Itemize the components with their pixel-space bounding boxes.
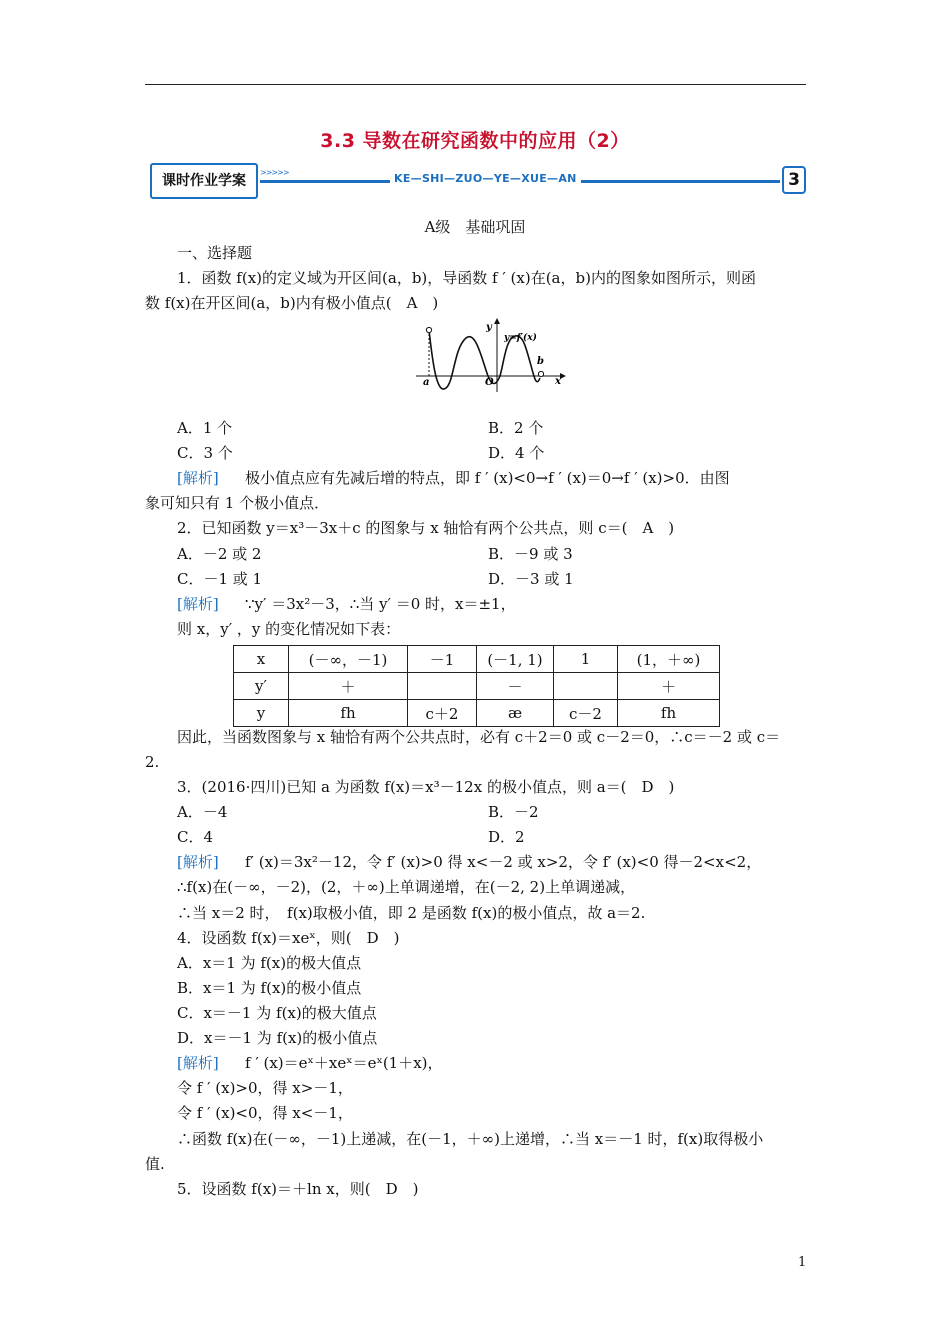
q3-solution-line2: ∴f(x)在(－∞，－2)，(2，＋∞)上单调递增，在(－2, 2)上单调递减， bbox=[177, 878, 636, 896]
q1-solution-line2: 象可知只有 1 个极小值点． bbox=[145, 494, 330, 512]
table-cell: fh bbox=[289, 700, 408, 727]
q4-solution-line4: ∴函数 f(x)在(－∞，－1)上递减，在(－1，＋∞)上递增，∴当 x＝－1 时，f(x)取得极小 bbox=[177, 1130, 764, 1148]
banner-arrows: >>>>> bbox=[260, 168, 289, 177]
q1-option-a: A．1 个 bbox=[177, 419, 233, 437]
q4-text-line1: 4．设函数 f(x)＝xeˣ，则( D ) bbox=[177, 929, 400, 947]
table-row bbox=[234, 646, 720, 673]
table-cell bbox=[554, 673, 618, 700]
table-cell: 1 bbox=[554, 646, 618, 673]
graph-label-origin: O bbox=[485, 377, 494, 388]
q1-derivative-graph bbox=[412, 316, 572, 396]
q1-text-line2: 数 f(x)在开区间(a，b)内有极小值点( A ) bbox=[145, 294, 439, 312]
page-number: 1 bbox=[798, 1255, 807, 1270]
table-cell: c－2 bbox=[554, 700, 618, 727]
header-rule bbox=[145, 84, 806, 85]
q4-option-b: B．x＝1 为 f(x)的极小值点 bbox=[177, 979, 362, 997]
q4-solution-line3: 令 f ′ (x)<0，得 x<－1， bbox=[177, 1104, 353, 1122]
q2-option-d: D．－3 或 1 bbox=[488, 570, 574, 588]
banner-number: 3 bbox=[782, 166, 806, 194]
graph-label-x: x bbox=[555, 376, 561, 387]
table-cell: fh bbox=[618, 700, 720, 727]
q2-solution-line3: 因此，当函数图象与 x 轴恰有两个公共点时，必有 c＋2＝0 或 c－2＝0，∴c＝－2 或 c＝ bbox=[177, 728, 781, 746]
banner-badge: 课时作业学案 bbox=[150, 163, 258, 199]
table-cell: x bbox=[234, 646, 289, 673]
table-cell bbox=[408, 673, 477, 700]
table-cell: æ bbox=[477, 700, 554, 727]
table-cell: － bbox=[477, 673, 554, 700]
q1-solution-tag: [解析] bbox=[177, 469, 219, 487]
q2-option-c: C．－1 或 1 bbox=[177, 570, 263, 588]
q2-solution-line1: ∵y′ ＝3x²－3，∴当 y′ ＝0 时，x＝±1， bbox=[245, 595, 516, 613]
table-cell: y bbox=[234, 700, 289, 727]
q2-option-b: B．－9 或 3 bbox=[488, 545, 573, 563]
q3-text-line1: 3．(2016·四川)已知 a 为函数 f(x)＝x³－12x 的极小值点，则 a＝( D ) bbox=[177, 778, 675, 796]
q5-text-line1: 5．设函数 f(x)＝＋ln x，则( D ) bbox=[177, 1180, 419, 1198]
table-row bbox=[234, 700, 720, 727]
q1-option-d: D．4 个 bbox=[488, 444, 545, 462]
table-cell: (－∞，－1) bbox=[289, 646, 408, 673]
q2-solution-line4: 2. bbox=[145, 753, 160, 771]
level-heading: A级 基础巩固 bbox=[424, 218, 526, 236]
variation-table bbox=[233, 645, 720, 727]
banner-pinyin: KE—SHI—ZUO—YE—XUE—AN bbox=[390, 172, 581, 185]
table-cell: (－1, 1) bbox=[477, 646, 554, 673]
q3-option-b: B．－2 bbox=[488, 803, 539, 821]
q3-option-c: C．4 bbox=[177, 828, 214, 846]
q3-option-a: A．－4 bbox=[177, 803, 228, 821]
q4-option-c: C．x＝－1 为 f(x)的极大值点 bbox=[177, 1004, 377, 1022]
graph-label-a: a bbox=[423, 377, 430, 388]
q4-solution-line2: 令 f ′ (x)>0，得 x>－1， bbox=[177, 1079, 353, 1097]
q3-option-d: D．2 bbox=[488, 828, 525, 846]
table-cell: ＋ bbox=[618, 673, 720, 700]
page-title: 3.3 导数在研究函数中的应用（2） bbox=[320, 130, 630, 152]
graph-label-y: y bbox=[486, 322, 492, 333]
q4-option-d: D．x＝－1 为 f(x)的极小值点 bbox=[177, 1029, 378, 1047]
q1-solution-line1: 极小值点应有先减后增的特点，即 f ′ (x)<0→f ′ (x)＝0→f ′ (x)>0．由图 bbox=[245, 469, 730, 487]
q1-text-line1: 1．函数 f(x)的定义域为开区间(a，b)，导函数 f ′ (x)在(a，b)内的图象如图所示，则函 bbox=[177, 269, 756, 287]
q2-solution-line2: 则 x，y′ ，y 的变化情况如下表： bbox=[177, 620, 401, 638]
table-row bbox=[234, 673, 720, 700]
q1-option-c: C．3 个 bbox=[177, 444, 233, 462]
q4-solution-line1: f ′ (x)＝eˣ＋xeˣ＝eˣ(1＋x)， bbox=[245, 1054, 443, 1072]
section-banner bbox=[150, 163, 806, 197]
q2-text-line1: 2．已知函数 y＝x³－3x＋c 的图象与 x 轴恰有两个公共点，则 c＝( A ) bbox=[177, 519, 675, 537]
table-cell: (1，＋∞) bbox=[618, 646, 720, 673]
q3-solution-line1: f′ (x)＝3x²－12，令 f′ (x)>0 得 x<－2 或 x>2，令 f′ (x)<0 得－2<x<2， bbox=[245, 853, 762, 871]
table-cell: c＋2 bbox=[408, 700, 477, 727]
q1-option-b: B．2 个 bbox=[488, 419, 544, 437]
q2-solution-tag: [解析] bbox=[177, 595, 219, 613]
q2-option-a: A．－2 或 2 bbox=[177, 545, 262, 563]
graph-label-b: b bbox=[537, 356, 544, 367]
graph-label-fprime: y=f′(x) bbox=[504, 333, 537, 343]
q4-option-a: A．x＝1 为 f(x)的极大值点 bbox=[177, 954, 362, 972]
table-cell: ＋ bbox=[289, 673, 408, 700]
table-cell: y′ bbox=[234, 673, 289, 700]
q3-solution-line3: ∴当 x＝2 时， f(x)取极小值，即 2 是函数 f(x)的极小值点，故 a＝2. bbox=[177, 904, 646, 922]
section-heading: 一、选择题 bbox=[177, 244, 253, 262]
table-cell: －1 bbox=[408, 646, 477, 673]
q4-solution-tag: [解析] bbox=[177, 1054, 219, 1072]
q4-solution-line5: 值. bbox=[145, 1155, 165, 1173]
q3-solution-tag: [解析] bbox=[177, 853, 219, 871]
